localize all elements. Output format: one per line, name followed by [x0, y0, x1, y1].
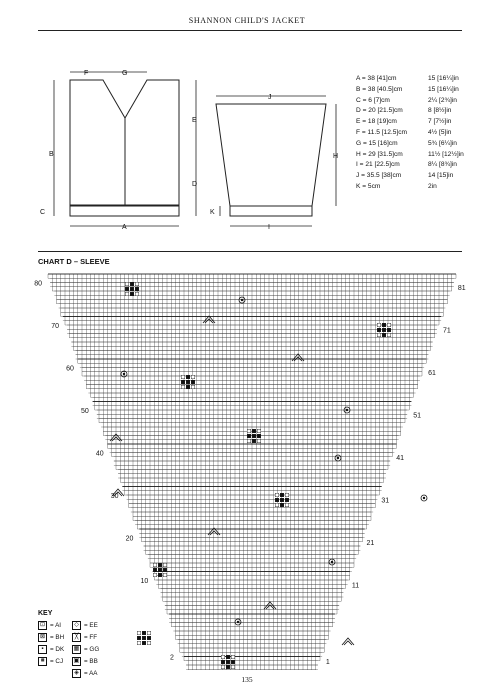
motif-stitch	[142, 636, 146, 640]
chart-grid	[48, 274, 456, 670]
row-label-left: 30	[110, 493, 119, 500]
motif-stitch	[163, 563, 167, 567]
motif-stitch	[181, 375, 185, 379]
label-h: H	[333, 153, 339, 160]
motif-stitch	[387, 323, 391, 327]
motif-stitch	[226, 665, 230, 669]
page-header-title: SHANNON CHILD'S JACKET	[188, 16, 306, 25]
key-item: ◈ = AA	[72, 669, 97, 678]
label-d: D	[192, 181, 198, 188]
motif-stitch	[226, 655, 230, 659]
row-label-left: 80	[34, 280, 43, 288]
measurement-row: B = 38 [40.5]cm 15 [16¼]in	[356, 85, 459, 93]
row-label-right: 71	[442, 327, 451, 335]
key-symbol: ╳	[72, 633, 81, 642]
row-label-left: 50	[80, 408, 89, 415]
motif-stitch	[285, 493, 289, 497]
key-symbol: ⊡	[39, 622, 46, 628]
motif-stitch	[158, 563, 162, 567]
sleeve-outline	[216, 104, 326, 206]
label-e: E	[192, 117, 197, 124]
motif-stitch	[125, 292, 129, 296]
key-symbol: ▪	[38, 645, 47, 654]
chart-motif	[181, 375, 195, 389]
chart-motif	[247, 429, 261, 443]
chart-motif	[137, 631, 151, 645]
measurement-row: I = 21 [22.5]cm 8¼ [8¾]in	[356, 161, 457, 169]
measurements-table	[356, 74, 478, 193]
row-label-right: 21	[366, 539, 375, 547]
motif-stitch	[247, 429, 251, 433]
motif-stitch	[252, 434, 256, 438]
key-item: ▣ = BB	[73, 658, 98, 665]
motif-stitch	[382, 323, 386, 327]
motif-dot	[331, 561, 333, 563]
motif-stitch	[221, 655, 225, 659]
row-label-right: 81	[457, 284, 466, 292]
motif-stitch	[387, 333, 391, 337]
chart-motif	[377, 323, 391, 337]
motif-chevron	[292, 354, 304, 361]
motif-stitch	[231, 665, 235, 669]
chart-motif	[421, 495, 427, 501]
label-a: A	[122, 224, 127, 231]
motif-stitch	[226, 660, 230, 664]
chart-motif	[342, 638, 354, 645]
motif-stitch	[191, 385, 195, 389]
motif-stitch	[275, 498, 279, 502]
chart-motif	[335, 455, 341, 461]
motif-stitch	[231, 655, 235, 659]
motif-stitch	[142, 631, 146, 635]
motif-stitch	[280, 503, 284, 507]
motif-stitch	[191, 375, 195, 379]
key-symbol: ⊠	[39, 634, 46, 640]
label-i: I	[268, 224, 270, 231]
chart-motif	[275, 493, 289, 507]
measurement-row: A = 38 [41]cm 15 [16¼]in	[356, 75, 459, 82]
sleeve-cuff	[230, 206, 312, 216]
row-label-right: 41	[396, 454, 405, 462]
key-item: ◇ = EE	[72, 621, 98, 630]
measurement-row: E = 18 [19]cm 7 [7½]in	[356, 118, 452, 126]
measurement-row: C = 6 [7]cm 2¼ [2¾]in	[356, 96, 457, 104]
chart-title: CHART D – SLEEVE	[38, 257, 110, 266]
header-rule	[38, 30, 462, 31]
motif-stitch	[135, 292, 139, 296]
measurement-row: J = 35.5 [38]cm 14 [15]in	[356, 172, 454, 180]
chart-motif	[239, 297, 245, 303]
key-symbol: ◾	[39, 658, 47, 664]
row-label-right: 11	[351, 582, 360, 590]
motif-stitch	[285, 503, 289, 507]
row-label-left: 10	[140, 578, 149, 585]
key-item: ◾ = CJ	[39, 658, 64, 665]
motif-stitch	[275, 503, 279, 507]
motif-stitch	[137, 641, 141, 645]
chart-motif	[153, 563, 167, 577]
label-b: B	[49, 151, 54, 158]
motif-stitch	[153, 563, 157, 567]
row-label-left: 2	[170, 654, 174, 662]
measurement-row: H = 29 [31.5]cm 11½ [12½]in	[356, 150, 464, 158]
body-welt	[70, 206, 179, 216]
motif-stitch	[280, 498, 284, 502]
label-k: K	[210, 209, 215, 216]
key-item: ▦ = GG	[73, 646, 100, 653]
motif-stitch	[181, 385, 185, 389]
motif-stitch	[382, 333, 386, 337]
row-label-left: 20	[125, 535, 134, 543]
motif-stitch	[280, 493, 284, 497]
motif-stitch	[231, 660, 235, 664]
motif-dot	[237, 621, 239, 623]
motif-stitch	[257, 434, 261, 438]
motif-stitch	[130, 287, 134, 291]
key-title: KEY	[38, 610, 53, 617]
motif-stitch	[163, 568, 167, 572]
motif-stitch	[125, 282, 129, 286]
row-label-left: 40	[95, 450, 104, 458]
motif-stitch	[147, 636, 151, 640]
motif-dot	[123, 373, 125, 375]
motif-stitch	[163, 573, 167, 577]
motif-stitch	[158, 568, 162, 572]
motif-stitch	[153, 568, 157, 572]
motif-stitch	[221, 660, 225, 664]
measurement-row: G = 15 [16]cm 5¾ [6¼]in	[356, 139, 457, 147]
chart-motif	[221, 655, 235, 669]
motif-stitch	[186, 380, 190, 384]
motif-dot	[337, 457, 339, 459]
motif-stitch	[142, 641, 146, 645]
motif-stitch	[191, 380, 195, 384]
motif-stitch	[221, 665, 225, 669]
garment-schematic	[30, 60, 350, 240]
motif-stitch	[247, 439, 251, 443]
motif-stitch	[377, 333, 381, 337]
motif-stitch	[387, 328, 391, 332]
motif-stitch	[377, 328, 381, 332]
key-item: ╳ = FF	[72, 633, 97, 642]
sleeve-chart	[28, 270, 476, 670]
section-rule	[38, 251, 462, 252]
motif-stitch	[158, 573, 162, 577]
measurement-row: F = 11.5 [12.5]cm 4½ [5]in	[356, 128, 452, 136]
motif-stitch	[186, 385, 190, 389]
motif-stitch	[130, 282, 134, 286]
motif-dot	[346, 409, 348, 411]
motif-stitch	[147, 631, 151, 635]
chart-motif	[125, 282, 139, 296]
key-item: ⊡ = AI	[39, 622, 62, 629]
key-symbol: ▣	[73, 658, 80, 664]
motif-chevron	[342, 638, 354, 645]
motif-stitch	[186, 375, 190, 379]
motif-stitch	[181, 380, 185, 384]
row-label-left: 60	[66, 365, 74, 373]
motif-stitch	[135, 287, 139, 291]
row-label-left: 70	[51, 323, 60, 330]
row-label-right: 51	[413, 412, 422, 420]
chart-motif	[329, 559, 335, 565]
motif-dot	[423, 497, 425, 499]
motif-chevron	[203, 316, 215, 323]
motif-stitch	[252, 429, 256, 433]
label-f: F	[84, 70, 89, 77]
motif-stitch	[137, 636, 141, 640]
label-c: C	[40, 209, 46, 216]
chart-motif	[235, 619, 241, 625]
measurement-row: D = 20 [21.5]cm 8 [8½]in	[356, 107, 452, 115]
chart-motif	[292, 354, 304, 361]
page-number: 135	[241, 675, 253, 684]
row-label-right: 31	[381, 497, 390, 505]
motif-stitch	[135, 282, 139, 286]
key-item: ⊠ = BH	[39, 634, 65, 641]
motif-stitch	[275, 493, 279, 497]
chart-grid-lines	[48, 274, 456, 670]
motif-stitch	[130, 292, 134, 296]
row-label-right: 1	[325, 658, 330, 666]
motif-stitch	[153, 573, 157, 577]
motif-dot	[241, 299, 243, 301]
motif-stitch	[147, 641, 151, 645]
motif-stitch	[125, 287, 129, 291]
chart-motif	[203, 316, 215, 323]
motif-stitch	[377, 323, 381, 327]
row-label-right: 61	[428, 369, 436, 377]
label-g: G	[122, 70, 128, 77]
key-item: ▪ = DK	[38, 645, 64, 654]
label-j: J	[268, 94, 272, 101]
key-symbol: ◈	[72, 669, 81, 678]
motif-stitch	[257, 439, 261, 443]
key-symbol: ◇	[72, 621, 81, 630]
motif-stitch	[247, 434, 251, 438]
measurement-row: K = 5cm 2in	[356, 182, 437, 190]
motif-stitch	[382, 328, 386, 332]
motif-stitch	[252, 439, 256, 443]
motif-stitch	[137, 631, 141, 635]
motif-stitch	[285, 498, 289, 502]
motif-stitch	[257, 429, 261, 433]
key-symbol: ▦	[73, 646, 80, 652]
